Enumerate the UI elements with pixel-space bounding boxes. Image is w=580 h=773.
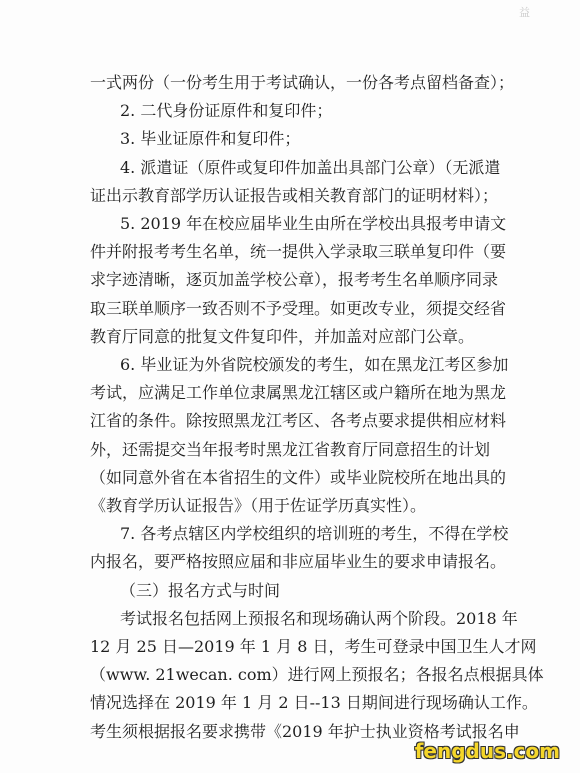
corner-mark: 益	[519, 6, 530, 19]
text-line: 江省的条件。除按照黑龙江考区、各考点要求提供相应材料	[90, 411, 507, 430]
text-line: 证出示教育部学历认证报告或相关教育部门的证明材料）；	[90, 186, 499, 205]
text-line: 一式两份（一份考生用于考试确认，一份各考点留档备查）；	[90, 73, 515, 92]
text-line: 考试，应满足工作单位隶属黑龙江辖区或户籍所在地为黑龙	[90, 383, 507, 402]
text-line: 12 月 25 日—2019 年 1 月 8 日，考生可登录中国卫生人才网	[90, 637, 537, 656]
text-line: 5. 2019 年在校应届毕业生由所在学校出具报考申请文	[120, 214, 507, 233]
text-line: 件并附报考考生名单，统一提供入学录取三联单复印件（要	[90, 242, 507, 261]
text-line: 6. 毕业证为外省院校颁发的考生，如在黑龙江考区参加	[120, 355, 509, 374]
section-heading: （三）报名方式与时间	[120, 581, 281, 600]
text-line: （如同意外省在本省招生的文件）或毕业院校所在地出具的	[90, 468, 507, 487]
text-line: 情况选择在 2019 年 1 月 2 日--13 日期间进行现场确认工作。	[90, 693, 538, 712]
text-line: 外，还需提交当年报考时黑龙江省教育厅同意招生的计划	[90, 440, 491, 459]
text-line: （www. 21wecan. com）进行网上预报名；各报名点根据具体	[90, 665, 544, 684]
text-line: 2. 二代身份证原件和复印件；	[120, 101, 333, 120]
text-line: 4. 派遣证（原件或复印件加盖出具部门公章）（无派遣	[120, 158, 501, 177]
text-line: 教育厅同意的批复文件复印件，并加盖对应部门公章。	[90, 327, 475, 346]
text-line: 考试报名包括网上预报名和现场确认两个阶段。2018 年	[120, 609, 518, 628]
text-line: 7. 各考点辖区内学校组织的培训班的考生，不得在学校	[120, 524, 509, 543]
text-line: 取三联单顺序一致否则不予受理。如更改专业，须提交经省	[90, 299, 507, 318]
text-line: 求字迹清晰，逐页加盖学校公章），报考考生名单顺序同录	[90, 270, 499, 289]
site-watermark: fengdus.com	[414, 739, 560, 763]
text-line: 内报名，要严格按照应届和非应届毕业生的要求申请报名。	[90, 552, 507, 571]
text-line: 考生须根据报名要求携带《2019 年护士执业资格考试报名申	[90, 722, 520, 741]
text-line: 《教育学历认证报告》（用于佐证学历真实性）。	[90, 496, 427, 515]
text-line: 3. 毕业证原件和复印件；	[120, 129, 301, 148]
